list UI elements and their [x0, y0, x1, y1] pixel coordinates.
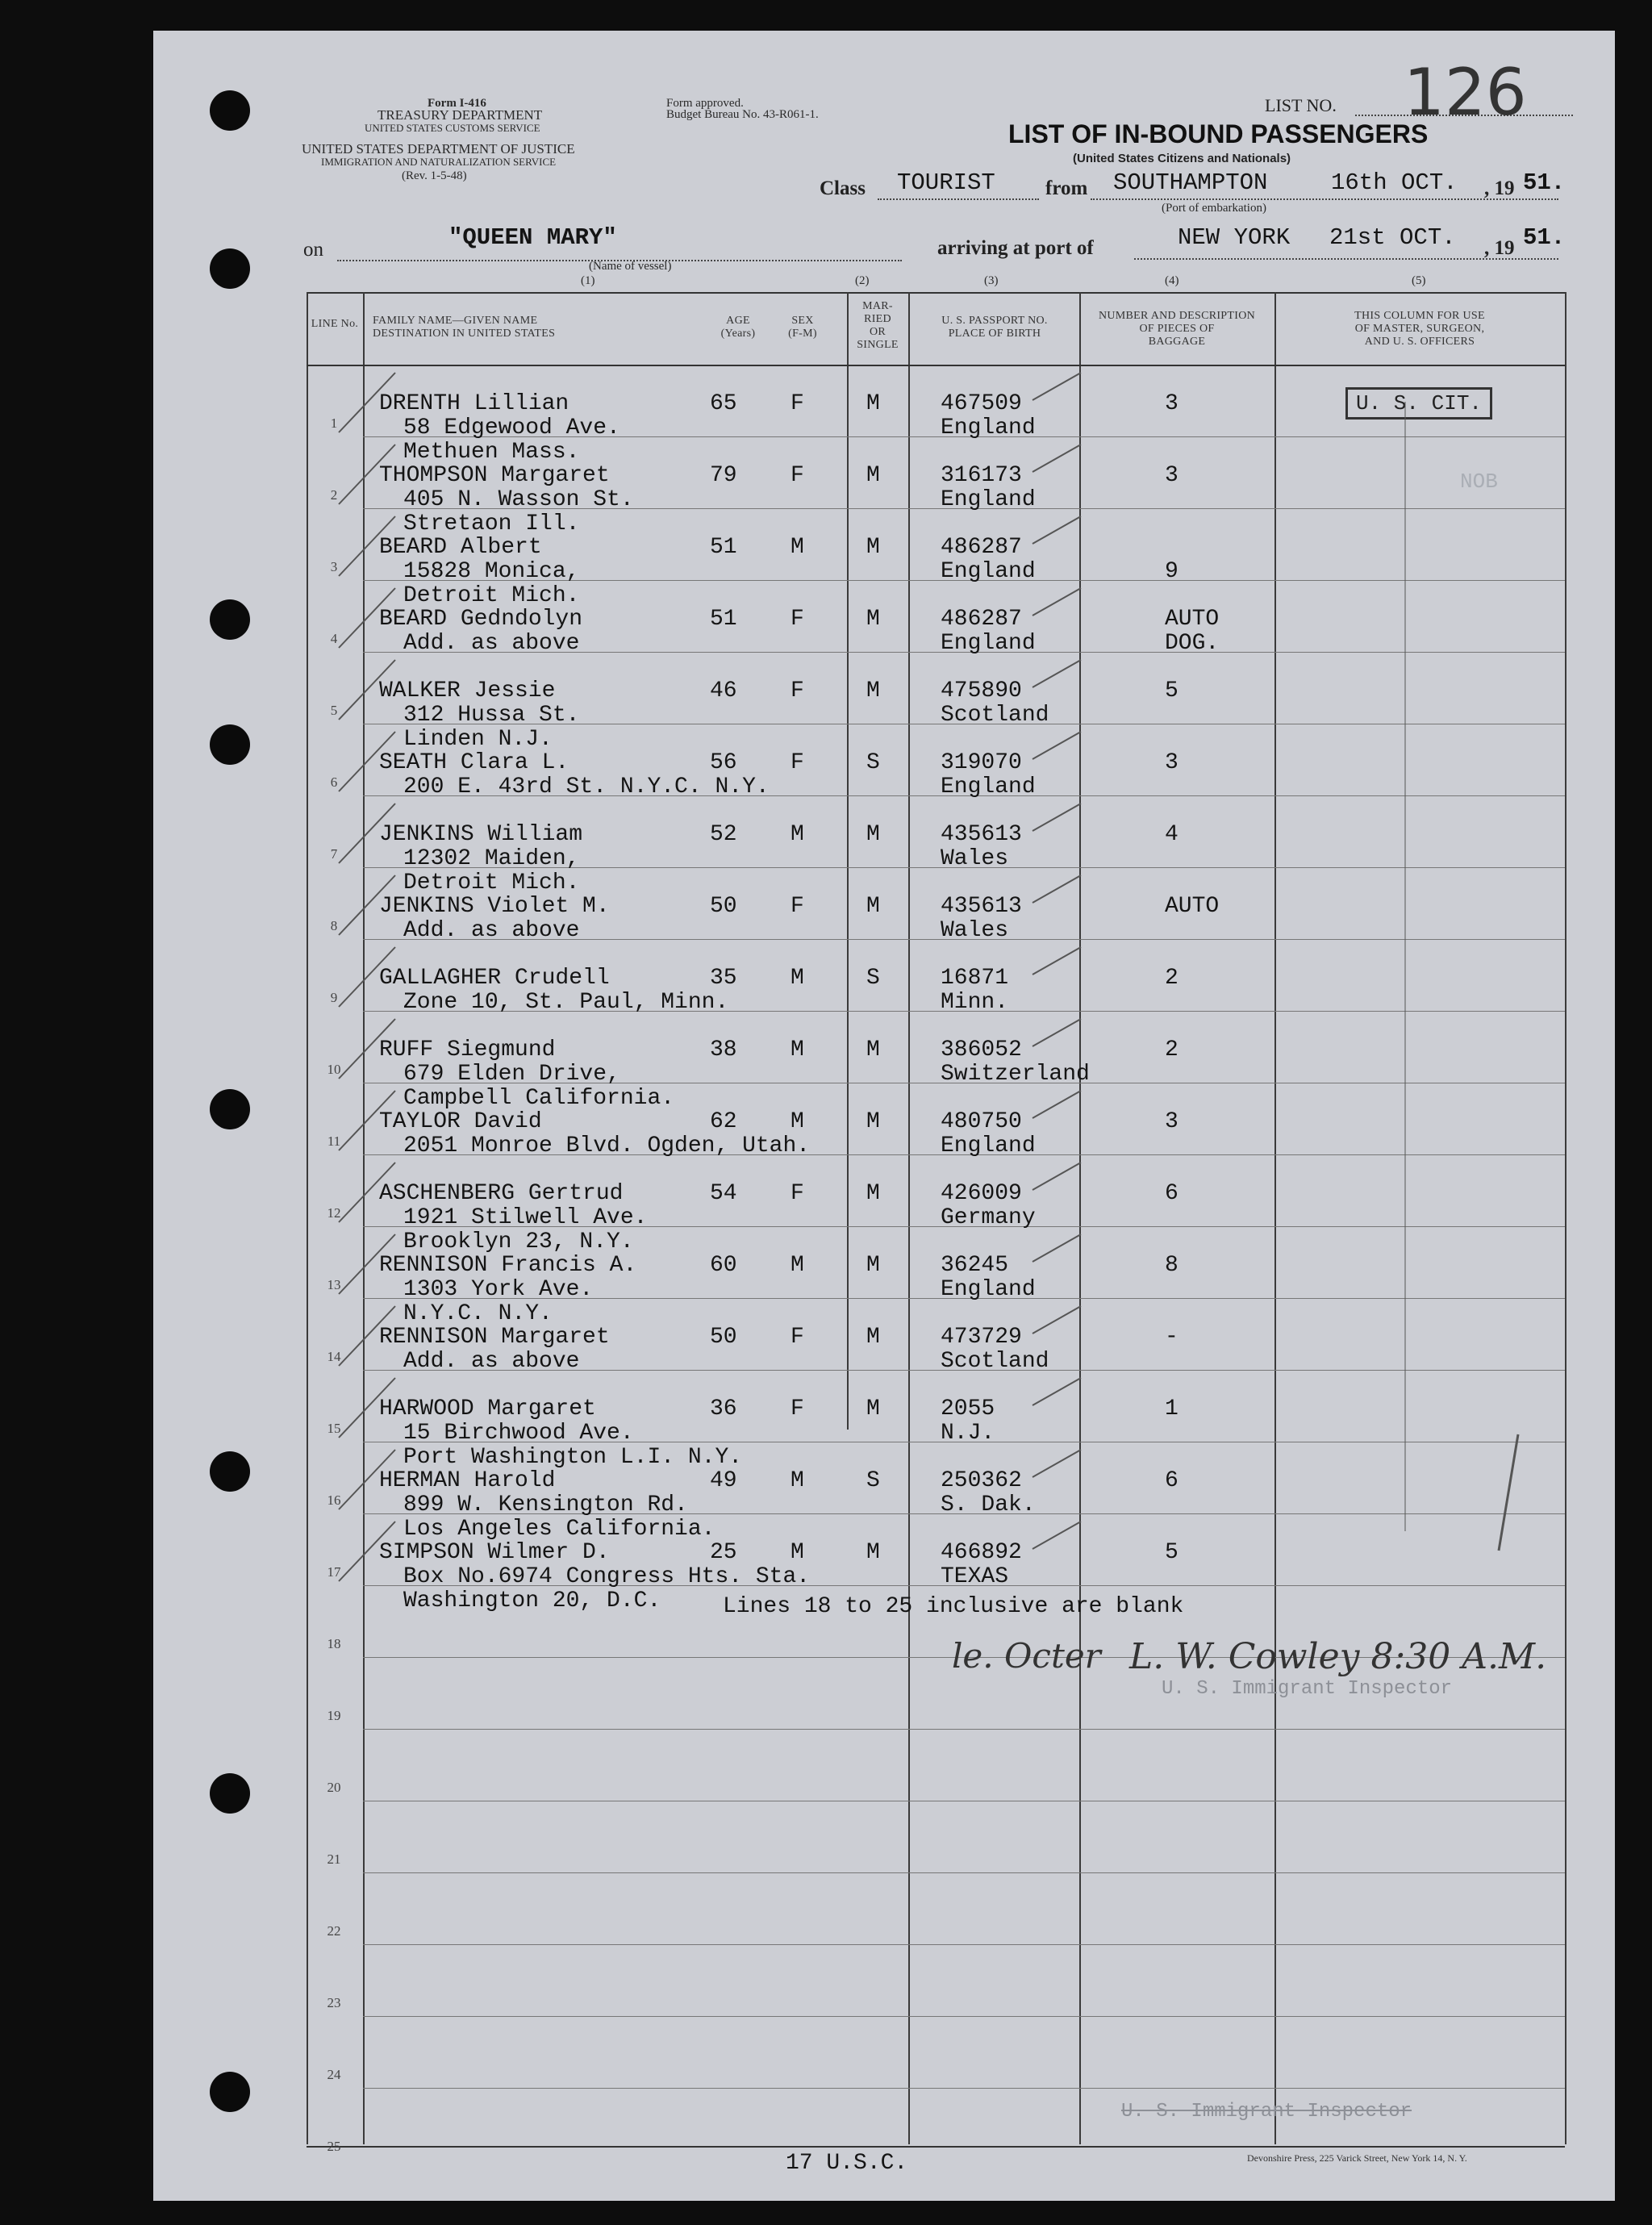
line-number: 5: [330, 703, 338, 718]
check-mark: [1032, 516, 1081, 544]
check-mark: [1032, 875, 1081, 903]
column-number-5: (5): [1412, 274, 1426, 287]
place-of-birth: Wales: [941, 918, 1009, 943]
passenger-age: 49: [710, 1468, 737, 1493]
passenger-age: 46: [710, 678, 737, 703]
passenger-sex: M: [791, 966, 804, 991]
passenger-address-2: Brooklyn 23, N.Y.: [403, 1229, 634, 1254]
inspector-signature: L. W. Cowley 8:30 A.M.: [1129, 1636, 1547, 1677]
place-of-birth: England: [941, 559, 1036, 584]
passenger-name: BEARD Albert: [379, 535, 542, 560]
form-number: Form I-416: [428, 97, 486, 110]
line-number: 23: [327, 1995, 341, 2010]
check-mark: [1032, 1019, 1081, 1046]
list-number: 126: [1404, 55, 1527, 130]
check-mark: [339, 1091, 395, 1150]
form-title: LIST OF IN-BOUND PASSENGERS: [1008, 119, 1429, 148]
baggage-count: 4: [1165, 822, 1179, 847]
check-mark: [339, 373, 395, 432]
check-mark: [339, 1019, 395, 1079]
passenger-sex: F: [791, 894, 804, 919]
arriving-label: arriving at port of: [937, 237, 1094, 259]
passenger-name: HARWOOD Margaret: [379, 1396, 596, 1421]
line-number: 24: [327, 2067, 341, 2082]
line-number: 25: [327, 2139, 341, 2154]
revision-label: (Rev. 1-5-48): [402, 169, 467, 182]
check-mark: [1032, 947, 1081, 975]
inspector-caption: U. S. Immigrant Inspector: [1162, 1678, 1453, 1700]
check-mark: [339, 1378, 395, 1438]
check-marks-overlay: [153, 31, 1615, 2201]
passenger-marital-status: M: [866, 535, 880, 560]
place-of-birth: Minn.: [941, 990, 1009, 1015]
passenger-age: 54: [710, 1181, 737, 1206]
treasury-label: TREASURY DEPARTMENT: [378, 107, 543, 123]
passenger-address-1: 312 Hussa St.: [403, 703, 580, 728]
officer-check-mark: [1499, 1434, 1518, 1551]
justice-label: UNITED STATES DEPARTMENT OF JUSTICE: [302, 141, 575, 157]
passenger-address-1: 1921 Stilwell Ave.: [403, 1205, 648, 1230]
passenger-address-1: Box No.6974 Congress Hts. Sta.: [403, 1564, 811, 1589]
check-mark: [339, 732, 395, 791]
baggage-count: 3: [1165, 463, 1179, 488]
passenger-age: 56: [710, 750, 737, 775]
passenger-sex: M: [791, 1540, 804, 1565]
line-number: 14: [327, 1349, 341, 1364]
line-number: 9: [330, 990, 338, 1005]
passenger-name: JENKINS William: [379, 822, 583, 847]
signature-prefix: le. Octer: [952, 1636, 1101, 1676]
line-number: 20: [327, 1780, 341, 1795]
line-number: 11: [327, 1133, 341, 1149]
port-embark-caption: (Port of embarkation): [1162, 202, 1266, 215]
passenger-age: 35: [710, 966, 737, 991]
form-approved: Form approved.: [666, 97, 744, 110]
passenger-sex: M: [791, 1253, 804, 1278]
passport-number: 319070: [941, 750, 1022, 775]
check-mark: [339, 1306, 395, 1366]
passport-number: 486287: [941, 535, 1022, 560]
line-number: 17: [327, 1564, 341, 1580]
baggage-count: 6: [1165, 1181, 1179, 1206]
place-of-birth: Switzerland: [941, 1062, 1090, 1087]
passport-number: 467509: [941, 391, 1022, 416]
column-number-2: (2): [855, 274, 870, 287]
place-of-birth: England: [941, 631, 1036, 656]
passenger-address-2: Detroit Mich.: [403, 583, 580, 608]
arrival-year-prefix: , 19: [1484, 237, 1515, 259]
column-number-1: (1): [581, 274, 595, 287]
check-mark: [1032, 1378, 1081, 1405]
class-label: Class: [820, 177, 866, 199]
passenger-marital-status: S: [866, 750, 880, 775]
check-mark: [1032, 1163, 1081, 1190]
passenger-marital-status: S: [866, 1468, 880, 1493]
place-of-birth: S. Dak.: [941, 1492, 1036, 1517]
check-mark: [1032, 660, 1081, 687]
check-mark: [1032, 1522, 1081, 1549]
passenger-address-1: 405 N. Wasson St.: [403, 487, 634, 512]
class-value: TOURIST: [897, 169, 995, 196]
passenger-address-2: Methuen Mass.: [403, 440, 580, 465]
passport-number: 435613: [941, 822, 1022, 847]
arrival-year: 51.: [1523, 224, 1566, 251]
passenger-sex: M: [791, 535, 804, 560]
check-mark: [339, 1163, 395, 1222]
embark-port: SOUTHAMPTON: [1113, 169, 1268, 196]
passenger-age: 50: [710, 1325, 737, 1350]
column-number-4: (4): [1165, 274, 1179, 287]
passenger-address-1: 58 Edgewood Ave.: [403, 415, 620, 440]
check-mark: [1032, 1450, 1081, 1477]
vessel-caption: (Name of vessel): [589, 260, 672, 273]
depart-year-prefix: , 19: [1484, 177, 1515, 199]
manifest-sheet: [153, 31, 1615, 2201]
passenger-address-2: Linden N.J.: [403, 727, 553, 752]
line-number: 16: [327, 1492, 341, 1508]
passport-number: 475890: [941, 678, 1022, 703]
baggage-description: 9: [1165, 559, 1179, 584]
passenger-sex: F: [791, 1396, 804, 1421]
passenger-marital-status: M: [866, 894, 880, 919]
budget-bureau: Budget Bureau No. 43-R061-1.: [666, 108, 819, 121]
passenger-age: 62: [710, 1109, 737, 1134]
passenger-address-2: Los Angeles California.: [403, 1517, 715, 1542]
arrival-port: NEW YORK: [1178, 224, 1291, 251]
place-of-birth: England: [941, 415, 1036, 440]
passenger-address-1: 899 W. Kensington Rd.: [403, 1492, 688, 1517]
passenger-marital-status: M: [866, 607, 880, 632]
footer-statute: 17 U.S.C.: [786, 2151, 908, 2176]
passenger-age: 51: [710, 607, 737, 632]
passport-number: 16871: [941, 966, 1009, 991]
passenger-name: BEARD Gedndolyn: [379, 607, 583, 632]
check-mark: [1032, 732, 1081, 759]
line-number: 10: [327, 1062, 341, 1077]
passenger-address-1: 12302 Maiden,: [403, 846, 580, 871]
blank-lines-note: Lines 18 to 25 inclusive are blank: [723, 1594, 1184, 1619]
place-of-birth: TEXAS: [941, 1564, 1009, 1589]
passenger-address-1: Add. as above: [403, 631, 580, 656]
passenger-sex: M: [791, 1468, 804, 1493]
place-of-birth: Wales: [941, 846, 1009, 871]
header-officers: THIS COLUMN FOR USE OF MASTER, SURGEON, AND U. S. OFFICERS: [1354, 310, 1485, 349]
baggage-description: DOG.: [1165, 631, 1220, 656]
passenger-age: 79: [710, 463, 737, 488]
passenger-marital-status: M: [866, 678, 880, 703]
from-label: from: [1045, 177, 1088, 199]
passenger-name: DRENTH Lillian: [379, 391, 569, 416]
line-number: 2: [330, 487, 338, 503]
place-of-birth: Scotland: [941, 1349, 1049, 1374]
baggage-count: 1: [1165, 1396, 1179, 1421]
line-number: 18: [327, 1636, 341, 1651]
passport-number: 473729: [941, 1325, 1022, 1350]
passenger-address-1: Add. as above: [403, 918, 580, 943]
passenger-address-1: 15828 Monica,: [403, 559, 580, 584]
check-mark: [339, 445, 395, 504]
place-of-birth: N.J.: [941, 1421, 995, 1446]
baggage-count: 5: [1165, 678, 1179, 703]
check-mark: [1032, 445, 1081, 472]
baggage-count: -: [1165, 1325, 1179, 1350]
passport-number: 386052: [941, 1037, 1022, 1062]
passenger-marital-status: M: [866, 822, 880, 847]
customs-label: UNITED STATES CUSTOMS SERVICE: [365, 122, 540, 134]
inspector-caption-bottom: U. S. Immigrant Inspector: [1121, 2101, 1412, 2123]
passenger-address-2: N.Y.C. N.Y.: [403, 1301, 553, 1326]
ins-label: IMMIGRATION AND NATURALIZATION SERVICE: [321, 156, 557, 168]
passenger-address-2: Port Washington L.I. N.Y.: [403, 1445, 743, 1470]
baggage-count: AUTO: [1165, 894, 1220, 919]
passenger-name: RENNISON Francis A.: [379, 1253, 637, 1278]
check-mark: [1032, 1306, 1081, 1334]
passport-number: 316173: [941, 463, 1022, 488]
passport-number: 480750: [941, 1109, 1022, 1134]
header-baggage: NUMBER AND DESCRIPTION OF PIECES OF BAGGAGE: [1098, 310, 1256, 349]
line-number: 4: [330, 631, 338, 646]
passenger-name: RUFF Siegmund: [379, 1037, 556, 1062]
passenger-marital-status: S: [866, 966, 880, 991]
passenger-age: 38: [710, 1037, 737, 1062]
vessel-name: "QUEEN MARY": [448, 224, 617, 251]
passenger-sex: M: [791, 1109, 804, 1134]
passenger-marital-status: M: [866, 463, 880, 488]
passenger-name: SEATH Clara L.: [379, 750, 569, 775]
passenger-age: 50: [710, 894, 737, 919]
passport-number: 486287: [941, 607, 1022, 632]
passenger-address-1: Add. as above: [403, 1349, 580, 1374]
passenger-name: HERMAN Harold: [379, 1468, 556, 1493]
line-number: 13: [327, 1277, 341, 1292]
citizen-stamp: U. S. CIT.: [1345, 387, 1492, 420]
place-of-birth: Germany: [941, 1205, 1036, 1230]
passenger-sex: F: [791, 678, 804, 703]
form-subtitle: (United States Citizens and Nationals): [1073, 152, 1291, 165]
passport-number: 426009: [941, 1181, 1022, 1206]
header-name: FAMILY NAME—GIVEN NAME DESTINATION IN UNITED STATES: [373, 315, 556, 340]
passenger-name: SIMPSON Wilmer D.: [379, 1540, 610, 1565]
check-mark: [339, 1522, 395, 1581]
arrival-date: 21st OCT.: [1329, 224, 1456, 251]
passenger-marital-status: M: [866, 391, 880, 416]
passenger-address-1: 2051 Monroe Blvd. Ogden, Utah.: [403, 1133, 811, 1158]
check-mark: [339, 1234, 395, 1294]
line-number: 21: [327, 1851, 341, 1867]
line-number: 12: [327, 1205, 341, 1221]
check-mark: [339, 1450, 395, 1509]
on-label: on: [303, 239, 323, 261]
passenger-name: TAYLOR David: [379, 1109, 542, 1134]
passenger-age: 52: [710, 822, 737, 847]
passenger-address-2: Washington 20, D.C.: [403, 1588, 661, 1613]
passenger-name: GALLAGHER Crudell: [379, 966, 610, 991]
passport-number: 466892: [941, 1540, 1022, 1565]
header-age: AGE (Years): [720, 315, 756, 340]
passenger-sex: F: [791, 607, 804, 632]
passenger-age: 36: [710, 1396, 737, 1421]
passenger-marital-status: M: [866, 1325, 880, 1350]
passenger-sex: F: [791, 391, 804, 416]
passenger-age: 60: [710, 1253, 737, 1278]
check-mark: [1032, 1091, 1081, 1118]
baggage-count: 3: [1165, 391, 1179, 416]
passenger-marital-status: M: [866, 1181, 880, 1206]
passport-number: 2055: [941, 1396, 995, 1421]
line-number: 1: [330, 415, 338, 431]
passenger-marital-status: M: [866, 1037, 880, 1062]
passport-number: 435613: [941, 894, 1022, 919]
passenger-address-2: Campbell California.: [403, 1086, 675, 1111]
baggage-count: 3: [1165, 750, 1179, 775]
place-of-birth: England: [941, 774, 1036, 799]
passenger-marital-status: M: [866, 1109, 880, 1134]
passport-number: 36245: [941, 1253, 1009, 1278]
passport-number: 250362: [941, 1468, 1022, 1493]
baggage-count: 5: [1165, 1540, 1179, 1565]
faded-mark: NOB: [1460, 470, 1498, 494]
place-of-birth: England: [941, 1133, 1036, 1158]
passenger-age: 65: [710, 391, 737, 416]
passenger-marital-status: M: [866, 1540, 880, 1565]
header-passport: U. S. PASSPORT NO. PLACE OF BIRTH: [941, 315, 1048, 340]
baggage-count: AUTO: [1165, 607, 1220, 632]
passenger-name: WALKER Jessie: [379, 678, 556, 703]
depart-date: 16th OCT.: [1331, 169, 1458, 196]
passenger-name: RENNISON Margaret: [379, 1325, 610, 1350]
line-number: 6: [330, 774, 338, 790]
header-sex: SEX (F-M): [788, 315, 817, 340]
check-mark: [339, 516, 395, 576]
baggage-count: 2: [1165, 966, 1179, 991]
line-number: 22: [327, 1923, 341, 1939]
depart-year: 51.: [1523, 169, 1566, 196]
passenger-address-2: Stretaon Ill.: [403, 511, 580, 536]
place-of-birth: England: [941, 487, 1036, 512]
passenger-age: 51: [710, 535, 737, 560]
check-mark: [339, 947, 395, 1007]
passenger-address-1: 15 Birchwood Ave.: [403, 1421, 634, 1446]
place-of-birth: England: [941, 1277, 1036, 1302]
passenger-sex: F: [791, 463, 804, 488]
passenger-age: 25: [710, 1540, 737, 1565]
check-mark: [339, 804, 395, 863]
baggage-count: 8: [1165, 1253, 1179, 1278]
check-mark: [339, 588, 395, 648]
check-mark: [1032, 373, 1081, 400]
line-number: 8: [330, 918, 338, 933]
baggage-count: 2: [1165, 1037, 1179, 1062]
list-no-label: LIST NO.: [1265, 95, 1337, 115]
passenger-name: ASCHENBERG Gertrud: [379, 1181, 624, 1206]
line-number: 19: [327, 1708, 341, 1723]
passenger-address-1: 200 E. 43rd St. N.Y.C. N.Y.: [403, 774, 770, 799]
footer-printer: Devonshire Press, 225 Varick Street, New York 14, N. Y.: [1247, 2152, 1467, 2164]
check-mark: [339, 875, 395, 935]
passenger-sex: M: [791, 1037, 804, 1062]
line-number: 15: [327, 1421, 341, 1436]
check-mark: [1032, 1234, 1081, 1262]
passenger-name: JENKINS Violet M.: [379, 894, 610, 919]
place-of-birth: Scotland: [941, 703, 1049, 728]
column-number-3: (3): [984, 274, 999, 287]
check-mark: [1032, 804, 1081, 831]
line-number: 7: [330, 846, 338, 862]
header-married: MAR- RIED OR SINGLE: [857, 300, 899, 352]
passenger-sex: F: [791, 1325, 804, 1350]
header-line-no: LINE No.: [311, 318, 359, 330]
line-number: 3: [330, 559, 338, 574]
check-mark: [1032, 588, 1081, 616]
passenger-marital-status: M: [866, 1253, 880, 1278]
passenger-sex: F: [791, 750, 804, 775]
passenger-sex: M: [791, 822, 804, 847]
passenger-address-1: 679 Elden Drive,: [403, 1062, 620, 1087]
check-mark: [339, 660, 395, 720]
passenger-sex: F: [791, 1181, 804, 1206]
passenger-address-1: 1303 York Ave.: [403, 1277, 594, 1302]
passenger-marital-status: M: [866, 1396, 880, 1421]
baggage-count: 3: [1165, 1109, 1179, 1134]
baggage-count: 6: [1165, 1468, 1179, 1493]
passenger-address-2: Detroit Mich.: [403, 870, 580, 895]
passenger-address-1: Zone 10, St. Paul, Minn.: [403, 990, 729, 1015]
passenger-name: THOMPSON Margaret: [379, 463, 610, 488]
